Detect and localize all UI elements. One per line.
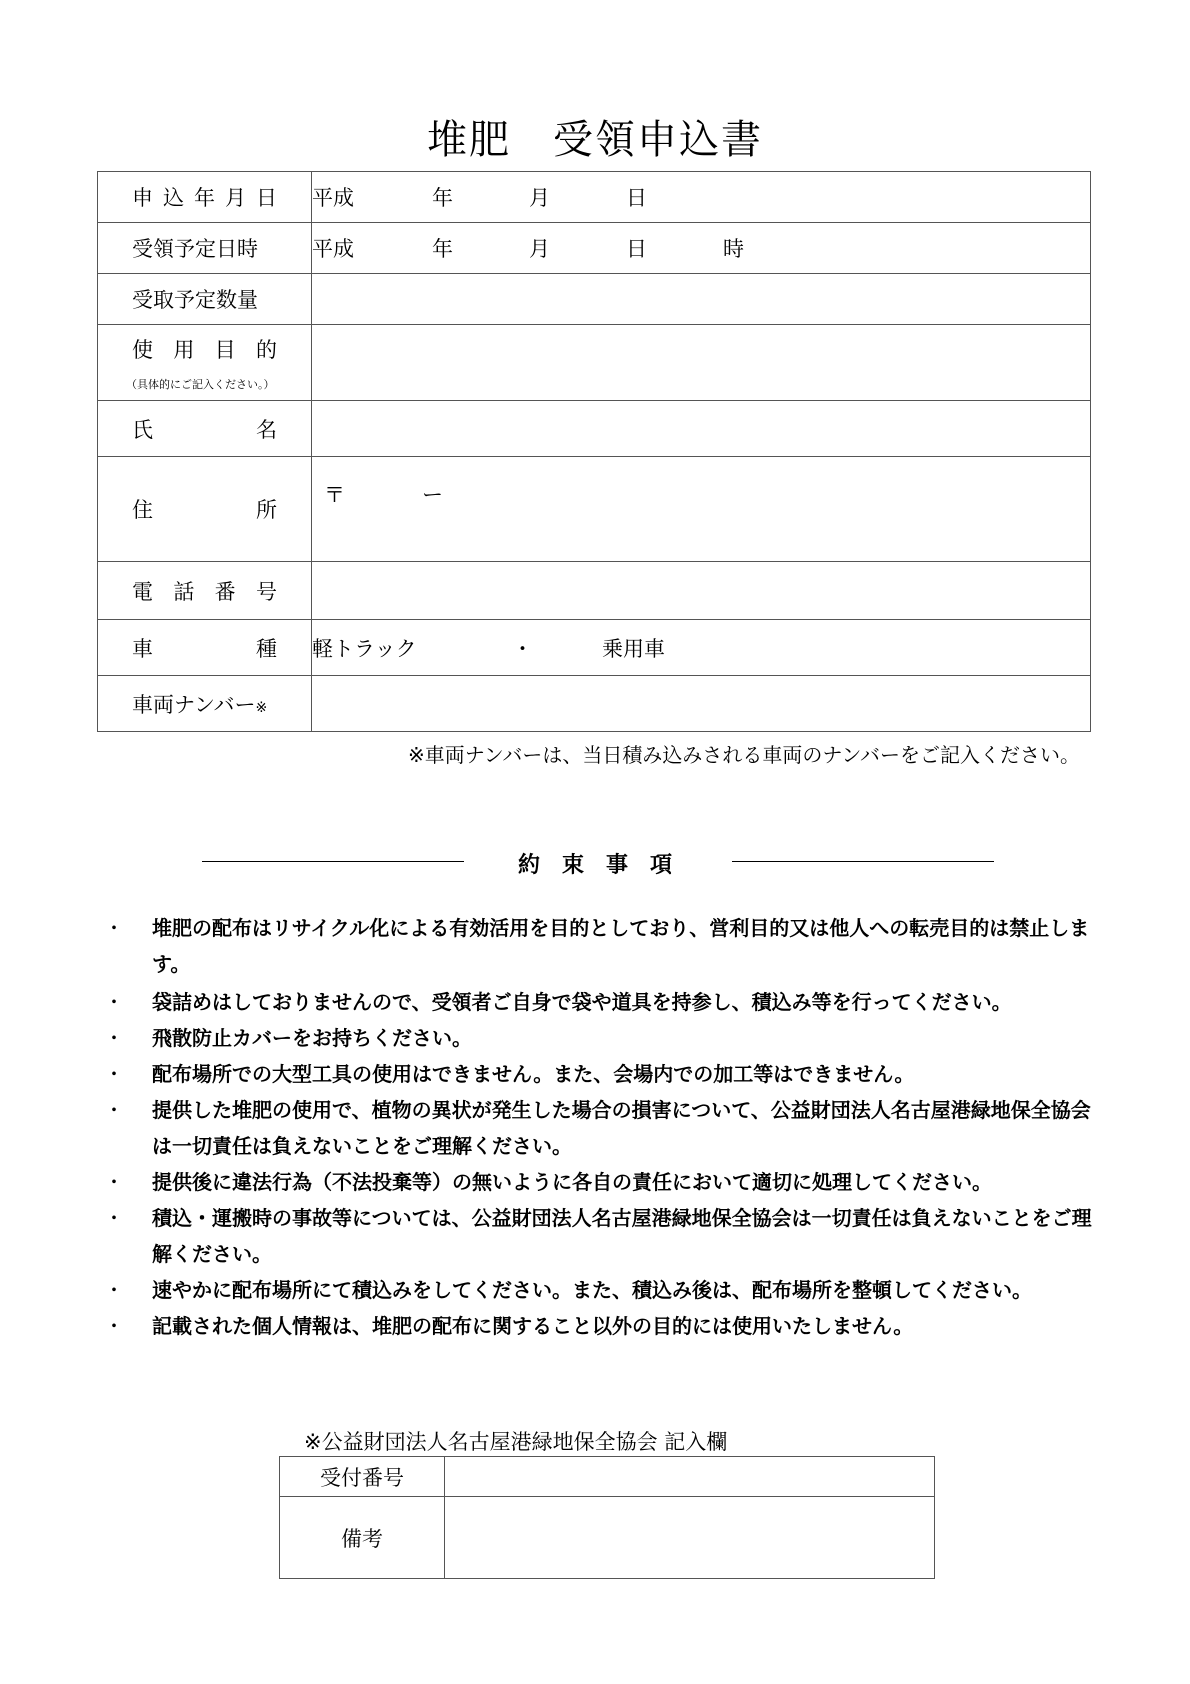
form-row-address (98, 457, 1091, 562)
field-name[interactable] (312, 401, 1091, 457)
field-receipt-datetime[interactable]: 平成 年 月 日 時 (312, 223, 1091, 274)
promise-list (104, 910, 1094, 1344)
field-remarks[interactable] (445, 1497, 935, 1579)
field-purpose[interactable] (312, 325, 1091, 401)
label-quantity: 受取予定数量 (98, 274, 312, 325)
section-title-promises: 約 束 事 項 (517, 853, 672, 878)
label-remarks: 備考 (280, 1497, 445, 1579)
field-phone[interactable] (312, 562, 1091, 620)
label-vehicle-number: 車両ナンバー (132, 692, 256, 717)
list-item: ・ 提供した堆肥の使用で、植物の異状が発生した場合の損害について、公益財団法人名古屋港緑地保全協会は一切責任は負えないことをご理解ください。 (104, 1098, 1091, 1158)
office-row-receipt (280, 1457, 935, 1497)
label-receipt-datetime: 受領予定日時 (98, 223, 312, 274)
vehicle-number-note: ※車両ナンバーは、当日積み込みされる車両のナンバーをご記入ください。 (408, 743, 1080, 767)
field-vehicle-type[interactable]: 軽トラック ・ 乗用車 (312, 620, 1091, 676)
label-name: 氏 名 (132, 417, 277, 442)
postal-mark: 〒 (324, 483, 345, 507)
application-form-table (97, 171, 1091, 732)
office-use-table (279, 1456, 935, 1579)
form-row-receipt-datetime (98, 223, 1091, 274)
label-phone: 電 話 番 号 (132, 579, 277, 604)
field-quantity[interactable] (312, 274, 1091, 325)
label-purpose: 使 用 目 的 (132, 337, 277, 362)
office-row-remarks (280, 1497, 935, 1579)
postal-dash: ー (422, 483, 443, 507)
label-vehicle-type: 車 種 (132, 636, 277, 661)
form-row-phone (98, 562, 1091, 620)
page-title: 堆肥 受領申込書 (427, 117, 763, 163)
label-address: 住 所 (132, 498, 277, 522)
list-item: ・ 袋詰めはしておりませんので、受領者ご自身で袋や道具を持参し、積込み等を行ってください。 (104, 990, 1012, 1014)
form-row-vehicle-number (98, 676, 1091, 732)
list-item: ・ 堆肥の配布はリサイクル化による有効活用を目的としており、営利目的又は他人への転売目的は禁止します。 (104, 916, 1090, 976)
list-item: ・ 飛散防止カバーをお持ちください。 (104, 1026, 472, 1050)
list-item: ・ 配布場所での大型工具の使用はできません。また、会場内での加工等はできません。 (104, 1062, 915, 1086)
label-purpose-note: （具体的にご記入ください。） (126, 377, 275, 391)
form-row-name (98, 401, 1091, 457)
option-kei-truck[interactable]: 軽トラック (312, 636, 417, 661)
field-application-date[interactable]: 平成 年 月 日 (312, 172, 1091, 223)
form-row-application-date (98, 172, 1091, 223)
label-application-date: 申 込 年 月 日 (132, 186, 277, 210)
field-address[interactable] (312, 457, 1091, 562)
form-row-quantity (98, 274, 1091, 325)
form-row-vehicle-type (98, 620, 1091, 676)
office-use-note: ※公益財団法人名古屋港緑地保全協会 記入欄 (304, 1430, 728, 1454)
label-receipt-number: 受付番号 (280, 1457, 445, 1497)
list-item: ・ 記載された個人情報は、堆肥の配布に関すること以外の目的には使用いたしません。 (104, 1314, 914, 1338)
label-vehicle-number-mark: ※ (255, 699, 268, 716)
list-item: ・ 速やかに配布場所にて積込みをしてください。また、積込み後は、配布場所を整頓してください。 (104, 1278, 1032, 1302)
list-item: ・ 積込・運搬時の事故等については、公益財団法人名古屋港緑地保全協会は一切責任は負えないことをご理解ください。 (104, 1206, 1092, 1266)
option-passenger-car[interactable]: 乗用車 (602, 636, 665, 661)
field-vehicle-number[interactable] (312, 676, 1091, 732)
form-row-purpose (98, 325, 1091, 401)
field-receipt-number[interactable] (445, 1457, 935, 1497)
list-item: ・ 提供後に違法行為（不法投棄等）の無いように各自の責任において適切に処理してください。 (104, 1170, 992, 1194)
